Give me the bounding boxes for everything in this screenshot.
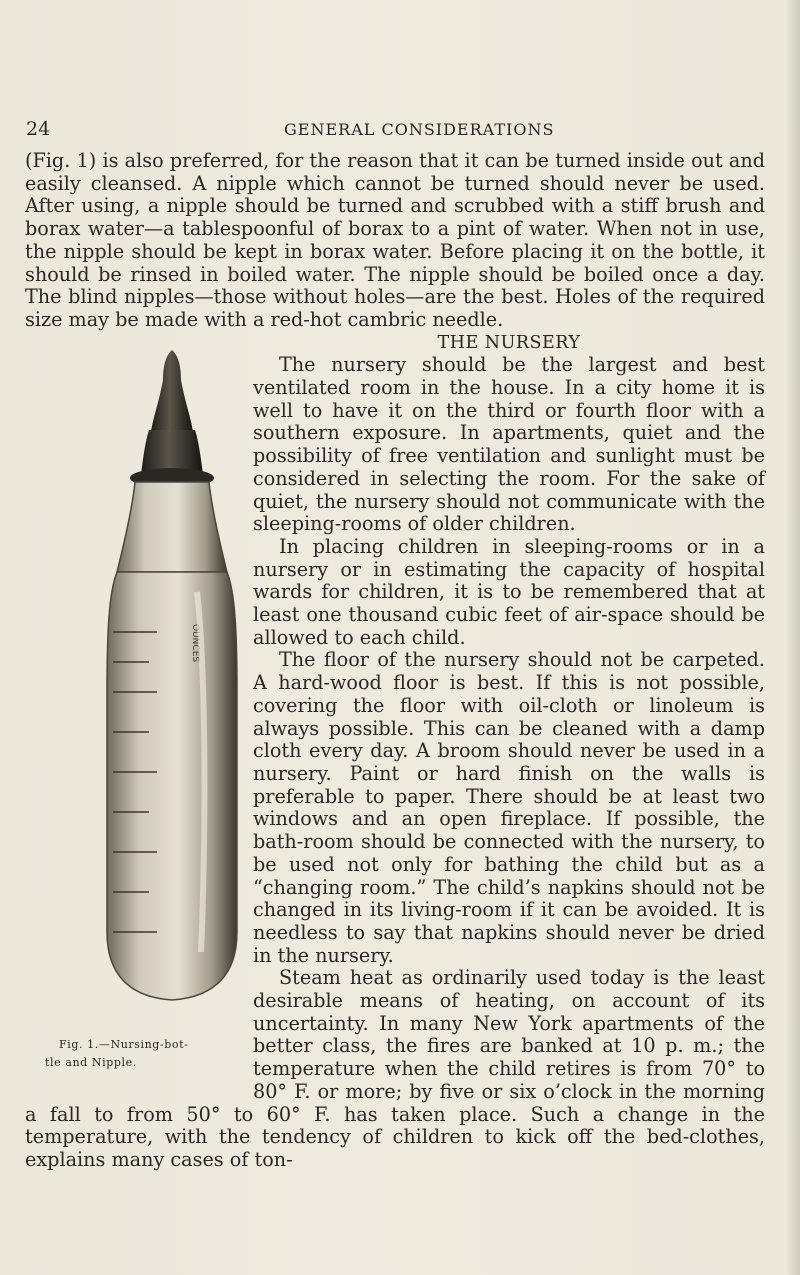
page-header <box>26 118 766 142</box>
running-head: GENERAL CONSIDERATIONS <box>284 120 555 139</box>
section-title-nursery: THE NURSERY <box>437 332 581 353</box>
body-text <box>25 150 765 1172</box>
page-number: 24 <box>26 118 51 140</box>
paragraph-heating: Steam heat as ordinarily used today is the least desirable means of heating, on account of its uncertainty. In many New York apartments of the better class, the fires are banked at 10 p. m.; the temperature when the child retires is from 70° to 80° F. or more; by five or six o’clock in the morning a fall to from 50° to 60° F. has taken place. Such a change in the temperature, with the tendency of children to kick off the bed-clothes, explains many cases of ton- <box>25 966 765 1171</box>
paragraph-nursery-1: The nursery should be the largest and best ventilated room in the house. In a city home it is well to have it on the third or fourth floor with a southern exposure. In apartments, quiet and the possibility of free ventilation and sunlight must be considered in selecting the room. For the sake of quiet, the nursery should not communicate with the sleeping-rooms of older children. <box>253 353 765 536</box>
caption-line-2: tle and Nipple. <box>45 1055 137 1069</box>
nursing-bottle-icon <box>97 332 247 1032</box>
svg-text:OUNCES: OUNCES <box>190 623 200 662</box>
paragraph-nursery-3: The floor of the nursery should not be carpeted. A hard-wood floor is best. If this is not possible, covering the floor with oil-cloth or linoleum is always possible. This can be cleaned with a damp cloth every day. A broom should never be used in a nursery. Paint or hard finish on the walls is preferable to paper. There should be at least two windows and an open fireplace. If possible, the bath-room should be connected with the nursery, to be used not only for bathing the child but as a “changing room.” The child’s napkins should not be changed in its living-room if it can be avoided. It is needless to say that napkins should never be dried in the nursery. <box>253 648 765 967</box>
caption-line-1: Fig. 1.—Nursing-bot- <box>59 1037 189 1051</box>
figure-nursing-bottle <box>21 332 253 1084</box>
paragraph-intro: (Fig. 1) is also preferred, for the reason that it can be turned inside out and easily cleansed. A nipple which cannot be turned should never be used. After using, a nipple should be turned and scrubbed with a stiff brush and borax water—a tablespoonful of borax to a pint of water. When not in use, the nipple should be kept in borax water. Before placing it on the bottle, it should be rinsed in boiled water. The nipple should be boiled once a day. The blind nipples—those without holes—are the best. Holes of the required size may be made with a red-hot cambric needle. <box>25 149 765 331</box>
page-edge-shadow <box>786 0 800 1275</box>
paragraph-nursery-2: In placing children in sleeping-rooms or in a nursery or in estimating the capacity of hospital wards for children, it is to be remembered that at least one thousand cubic feet of air-space should be allowed to each child. <box>253 534 765 649</box>
figure-caption <box>21 1036 191 1072</box>
